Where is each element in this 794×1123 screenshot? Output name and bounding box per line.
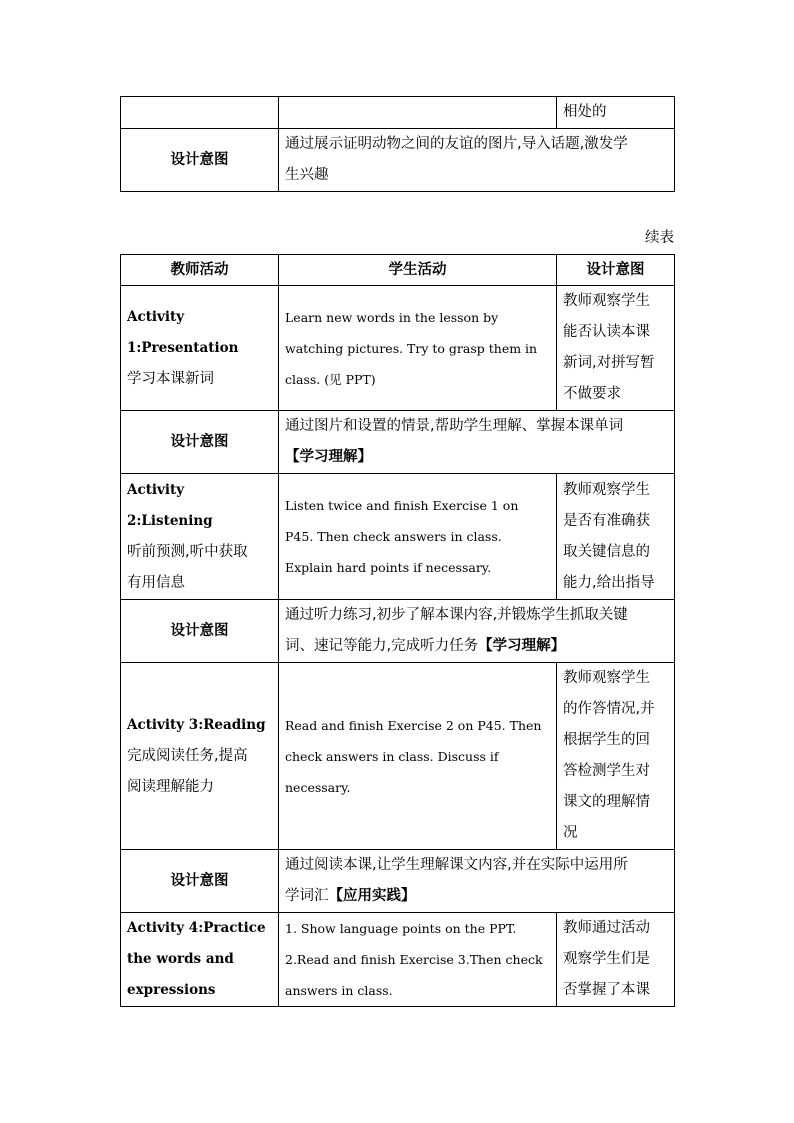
activity1-title: 1:Presentation xyxy=(127,339,239,356)
student-line: Explain hard points if necessary. xyxy=(285,560,492,575)
intent-line: 观察学生们是 xyxy=(563,951,650,967)
intent-line: 的作答情况,并 xyxy=(563,701,655,717)
student-line: 1. Show language points on the PPT. xyxy=(285,921,517,936)
intent-line: 取关键信息的 xyxy=(563,543,650,560)
student-line: watching pictures. Try to grasp them in xyxy=(285,340,538,356)
intent-line: 根据学生的回 xyxy=(563,732,650,748)
intent-line: 不做要求 xyxy=(563,386,621,402)
design-text xyxy=(279,600,675,663)
design-tag: 【应用实践】 xyxy=(328,888,416,904)
lesson-table xyxy=(120,254,675,1007)
activity2-cn: 听前预测,听中获取 xyxy=(127,543,248,560)
activity2-teacher-cell xyxy=(121,474,279,600)
top-table-fragment xyxy=(120,96,675,192)
intent-line: 否掌握了本课 xyxy=(563,982,650,998)
empty-cell xyxy=(121,97,279,129)
design-label: 设计意图 xyxy=(121,850,279,913)
design-text xyxy=(279,411,675,474)
intent-line: 况 xyxy=(563,825,578,841)
activity2-cn: 有用信息 xyxy=(127,574,185,591)
design-text-line: 通过展示证明动物之间的友谊的图片,导入话题,激发学 xyxy=(285,136,628,152)
activity1-teacher-cell xyxy=(121,286,279,411)
continued-label: 续表 xyxy=(645,230,674,246)
activity2-intent-cell xyxy=(557,474,675,600)
empty-cell xyxy=(279,97,557,129)
intent-line: 是否有准确获 xyxy=(563,512,650,529)
cell-text: 相处的 xyxy=(557,97,675,129)
activity3-title: Activity 3:Reading xyxy=(127,716,266,733)
activity1-student-cell xyxy=(279,286,557,411)
student-line: check answers in class. Discuss if xyxy=(285,748,499,764)
activity2-student-cell xyxy=(279,474,557,600)
intent-line: 能力,给出指导 xyxy=(563,574,655,591)
activity4-teacher-cell xyxy=(121,913,279,1007)
student-line: Read and finish Exercise 2 on P45. Then xyxy=(285,717,542,733)
activity4-title: the words and xyxy=(127,951,234,967)
activity3-cn: 完成阅读任务,提高 xyxy=(127,747,248,764)
design-text xyxy=(279,129,675,192)
student-line: Listen twice and finish Exercise 1 on xyxy=(285,498,519,513)
activity1-cn: 学习本课新词 xyxy=(127,370,214,387)
activity4-title: expressions xyxy=(127,982,216,998)
design-tag: 【学习理解】 xyxy=(285,449,372,465)
intent-line: 教师观察学生 xyxy=(563,670,650,686)
student-line: 2.Read and finish Exercise 3.Then check xyxy=(285,952,543,967)
design-label: 设计意图 xyxy=(121,129,279,192)
student-line: necessary. xyxy=(285,779,351,795)
intent-line: 教师观察学生 xyxy=(563,481,650,498)
activity3-student-cell xyxy=(279,663,557,850)
design-text-line: 词、速记等能力,完成听力任务 xyxy=(285,638,479,654)
design-text-line: 通过阅读本课,让学生理解课文内容,并在实际中运用所 xyxy=(285,857,628,873)
activity3-cn: 阅读理解能力 xyxy=(127,778,214,795)
activity1-title: Activity xyxy=(127,308,185,325)
activity4-student-cell xyxy=(279,913,557,1007)
intent-line: 教师通过活动 xyxy=(563,920,650,936)
student-line: class. (见 PPT) xyxy=(285,371,376,387)
activity4-intent-cell xyxy=(557,913,675,1007)
activity1-intent-cell xyxy=(557,286,675,411)
design-text-line: 生兴趣 xyxy=(285,167,329,183)
intent-line: 答检测学生对 xyxy=(563,763,650,779)
design-text-line: 通过图片和设置的情景,帮助学生理解、掌握本课单词 xyxy=(285,418,624,434)
activity3-intent-cell xyxy=(557,663,675,850)
intent-line: 能否认读本课 xyxy=(563,324,650,340)
student-line: answers in class. xyxy=(285,983,393,998)
design-text xyxy=(279,850,675,913)
student-line: Learn new words in the lesson by xyxy=(285,309,499,325)
intent-line: 课文的理解情 xyxy=(563,794,650,810)
activity3-teacher-cell xyxy=(121,663,279,850)
header-teacher-activity: 教师活动 xyxy=(121,255,279,286)
design-text-line: 通过听力练习,初步了解本课内容,并锻炼学生抓取关键 xyxy=(285,607,628,623)
student-line: P45. Then check answers in class. xyxy=(285,529,502,544)
design-text-line: 学词汇 xyxy=(285,888,329,904)
design-tag: 【学习理解】 xyxy=(478,638,566,654)
design-label: 设计意图 xyxy=(121,600,279,663)
header-design-intent: 设计意图 xyxy=(557,255,675,286)
header-student-activity: 学生活动 xyxy=(279,255,557,286)
design-label: 设计意图 xyxy=(121,411,279,474)
activity2-title: Activity 2:Listening xyxy=(127,481,213,529)
activity4-title: Activity 4:Practice xyxy=(127,920,266,936)
intent-line: 新词,对拼写暂 xyxy=(563,355,655,371)
intent-line: 教师观察学生 xyxy=(563,293,650,309)
